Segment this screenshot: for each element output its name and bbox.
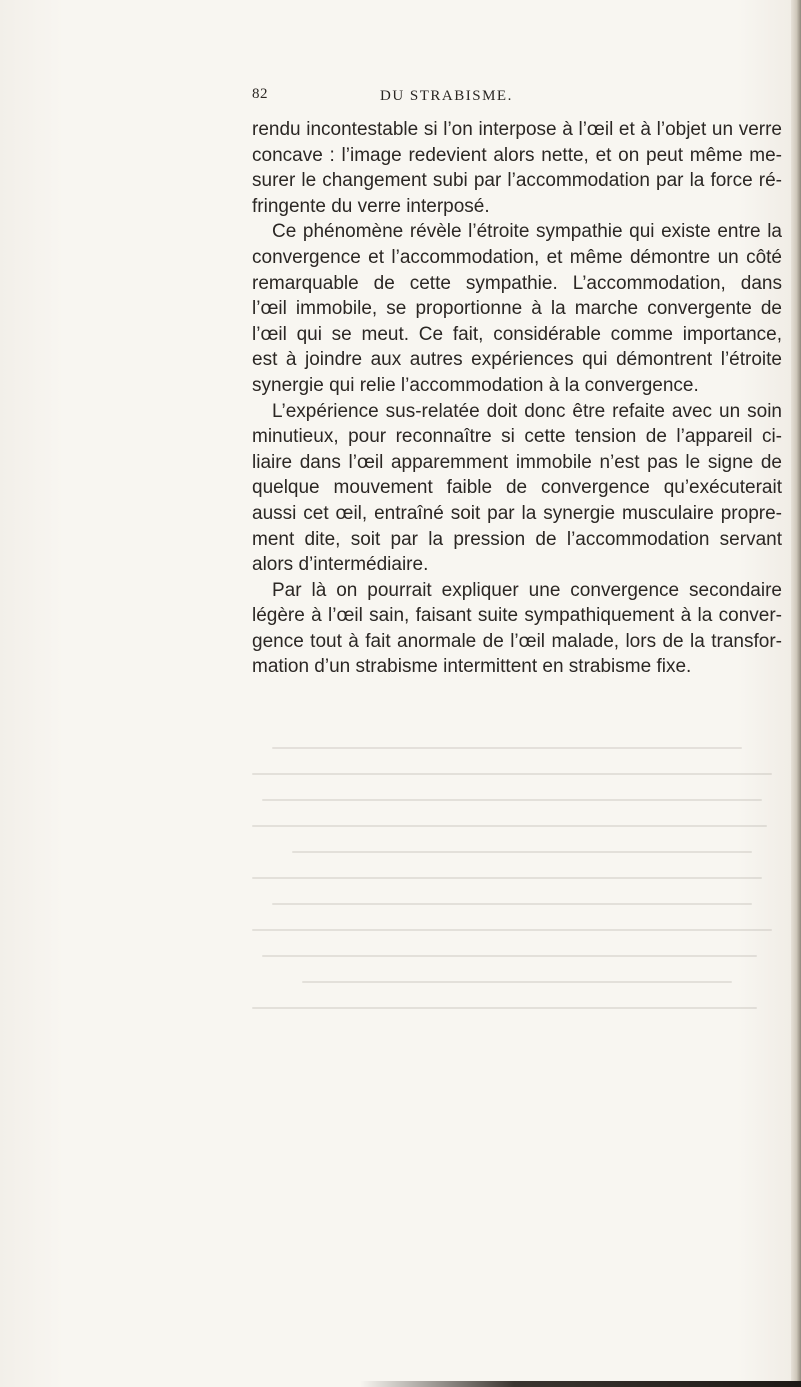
bleed-line bbox=[252, 877, 762, 879]
text-line: synergie qui relie l’accommodation à la convergence. bbox=[252, 374, 699, 396]
bleed-line bbox=[272, 903, 752, 905]
text-line: aussi cet œil, entraîné soit par la synergie musculaire propre- bbox=[252, 502, 782, 524]
bleed-line bbox=[302, 981, 732, 983]
bleed-line bbox=[252, 773, 772, 775]
page-header bbox=[0, 86, 801, 108]
text-line: mation d’un strabisme intermittent en strabisme fixe. bbox=[252, 656, 692, 678]
page-number: 82 bbox=[252, 86, 268, 102]
text-line: l’œil immobile, se proportionne à la marche convergente de bbox=[252, 298, 782, 320]
bleed-line bbox=[262, 955, 757, 957]
text-line: concave : l’image redevient alors nette, et on peut même me- bbox=[252, 144, 782, 166]
running-title: DU STRABISME. bbox=[380, 88, 513, 104]
paragraph-start-line: L’expérience sus-relatée doit donc être refaite avec un soin bbox=[272, 400, 782, 422]
text-line: minutieux, pour reconnaître si cette tension de l’appareil ci- bbox=[252, 426, 782, 448]
text-line: remarquable de cette sympathie. L’accommodation, dans bbox=[252, 272, 782, 294]
body-text bbox=[252, 117, 782, 680]
text-line: fringente du verre interposé. bbox=[252, 195, 490, 217]
text-line: ment dite, soit par la pression de l’accommodation servant bbox=[252, 528, 782, 550]
bleed-line bbox=[252, 1007, 757, 1009]
page-edge bbox=[791, 0, 801, 1387]
bleed-line bbox=[262, 799, 762, 801]
bleed-line bbox=[252, 825, 767, 827]
text-line: convergence et l’accommodation, et même démontre un côté bbox=[252, 246, 782, 268]
text-line: surer le changement subi par l’accommodation par la force ré- bbox=[252, 170, 782, 192]
text-line: alors d’intermédiaire. bbox=[252, 554, 429, 576]
bleed-line bbox=[272, 747, 742, 749]
bleed-line bbox=[252, 929, 772, 931]
text-line: liaire dans l’œil apparemment immobile n’est pas le signe de bbox=[252, 451, 782, 473]
text-line: gence tout à fait anormale de l’œil malade, lors de la transfor- bbox=[252, 630, 782, 652]
paragraph-start-line: Par là on pourrait expliquer une convergence secondaire bbox=[272, 579, 782, 601]
page-shadow bbox=[360, 1381, 801, 1387]
text-line: l’œil qui se meut. Ce fait, considérable comme importance, bbox=[252, 323, 782, 345]
text-line: rendu incontestable si l’on interpose à l’œil et à l’objet un verre bbox=[252, 119, 782, 140]
text-line: légère à l’œil sain, faisant suite sympathiquement à la conver- bbox=[252, 605, 782, 627]
bleed-through-texture bbox=[252, 745, 782, 1265]
paragraph-start-line: Ce phénomène révèle l’étroite sympathie qui existe entre la bbox=[272, 221, 782, 243]
text-line: est à joindre aux autres expériences qui démontrent l’étroite bbox=[252, 349, 782, 371]
text-line: quelque mouvement faible de convergence qu’exécuterait bbox=[252, 477, 782, 499]
bleed-line bbox=[292, 851, 752, 853]
